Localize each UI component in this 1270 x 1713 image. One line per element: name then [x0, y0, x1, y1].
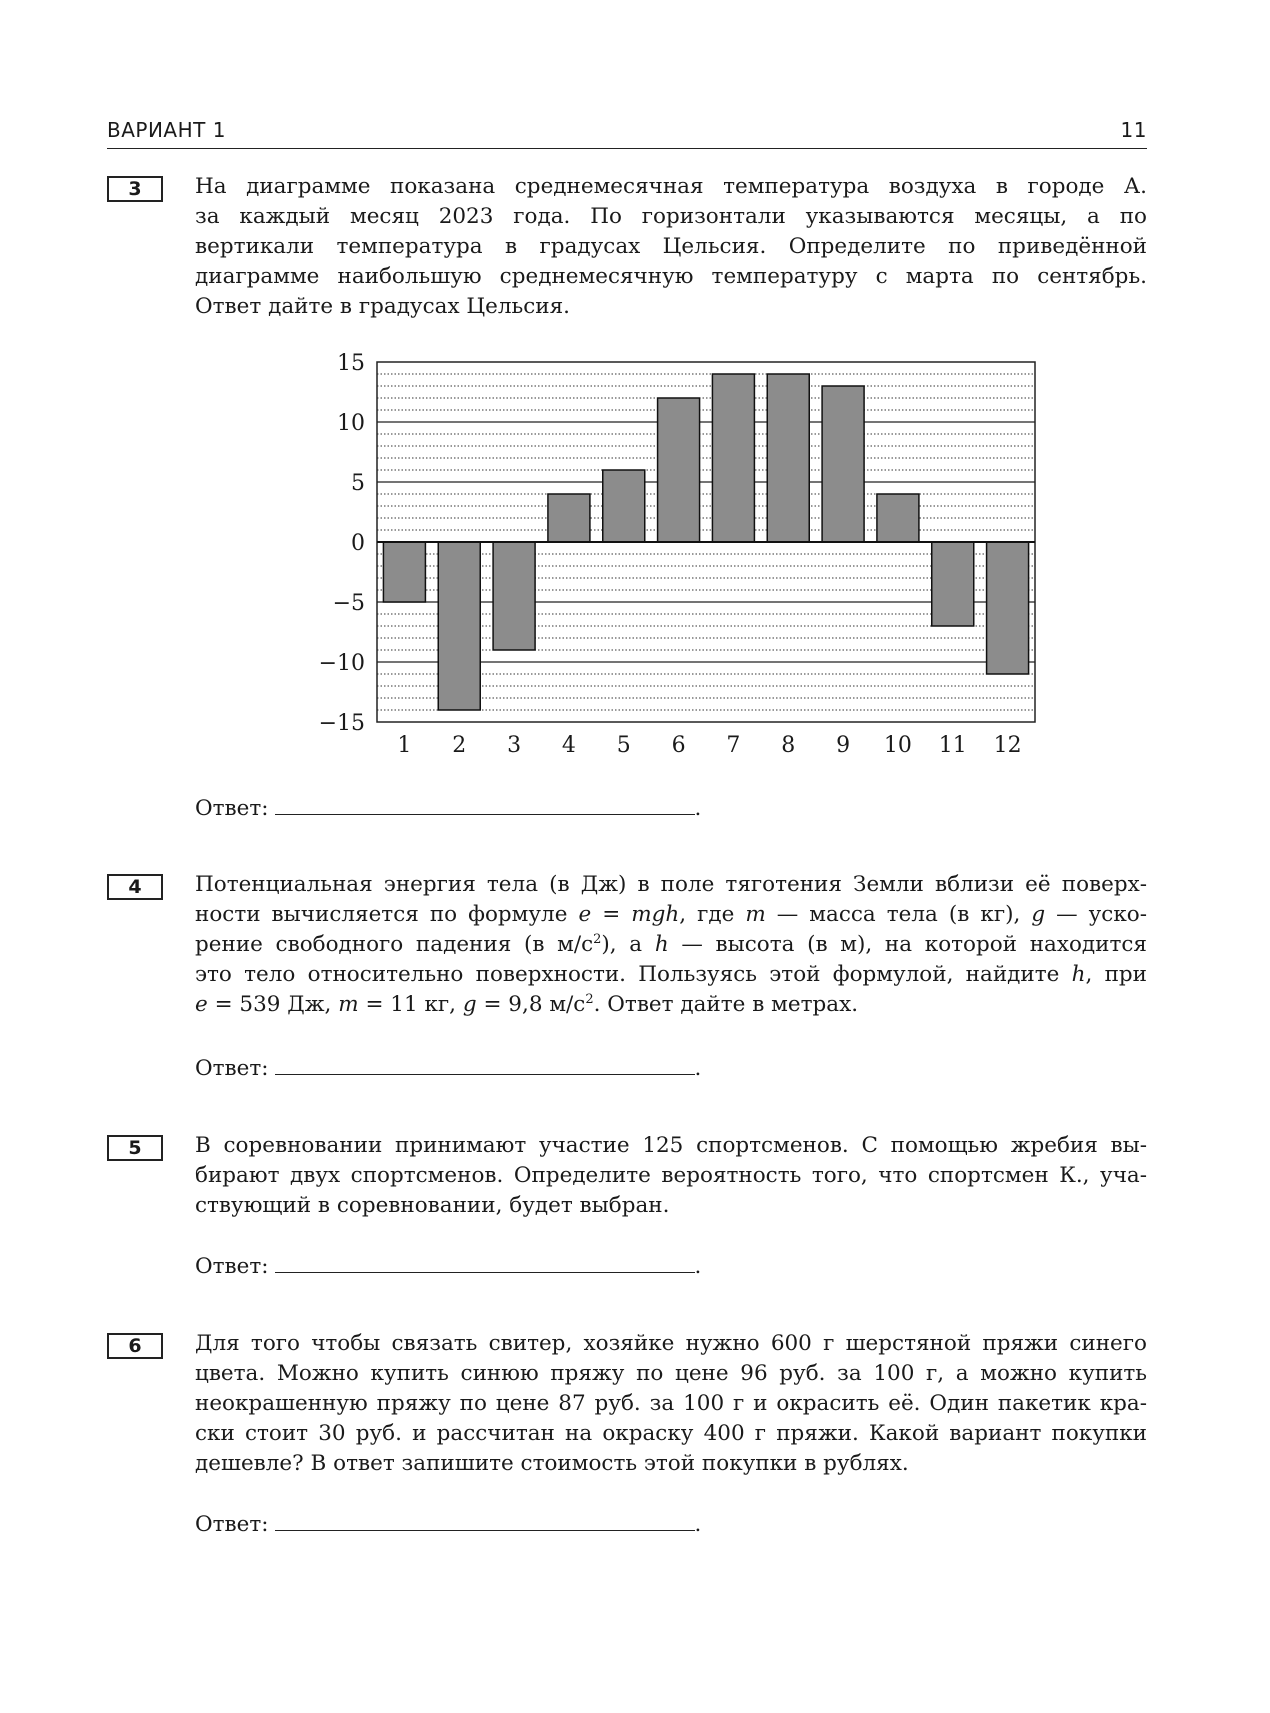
bar [383, 542, 425, 602]
task-5-text [195, 1131, 1147, 1221]
answer-blank[interactable] [275, 1250, 695, 1273]
answer-blank[interactable] [275, 792, 695, 815]
task-6-line: неокрашенную пряжу по цене 87 руб. за 100 г и окрасить её. Один пакетик кра- [195, 1391, 1147, 1416]
task-4-line: e = 539 Дж, m = 11 кг, g = 9,8 $м/с^2$. Ответ дайте в метрах. [195, 991, 859, 1017]
task-4-line: Потенциальная энергия тела (в Дж) в поле тяготения Земли вблизи её поверх- [195, 872, 1147, 897]
task-4-text [195, 870, 1147, 1020]
answer-label: Ответ: [195, 1056, 269, 1081]
x-tick-label: 8 [781, 733, 796, 758]
answer-period: . [694, 796, 702, 821]
x-tick-label: 10 [883, 733, 912, 758]
answer-label: Ответ: [195, 1512, 269, 1537]
bar [603, 470, 645, 542]
y-tick-label: −15 [318, 711, 365, 736]
task-3-line: Ответ дайте в градусах Цельсия. [195, 294, 571, 319]
task-6-line: дешевле? В ответ запишите стоимость этой покупки в рублях. [195, 1451, 909, 1476]
answer-blank[interactable] [275, 1052, 695, 1075]
answer-blank[interactable] [275, 1508, 695, 1531]
task-6-line: Для того чтобы связать свитер, хозяйке нужно 600 г шерстяной пряжи синего [195, 1331, 1147, 1356]
answer-period: . [694, 1254, 702, 1279]
x-tick-label: 2 [452, 733, 467, 758]
y-tick-label: −10 [318, 651, 365, 676]
task-5-line: ствующий в соревновании, будет выбран. [195, 1193, 670, 1218]
x-tick-label: 11 [938, 733, 967, 758]
task-6-line: цвета. Можно купить синюю пряжу по цене 96 руб. за 100 г, а можно купить [195, 1361, 1147, 1386]
bar [658, 398, 700, 542]
bar [712, 374, 754, 542]
x-tick-label: 6 [671, 733, 686, 758]
page-header [107, 118, 1147, 149]
task-4-line: ности вычисляется по формуле e = mgh, где m — масса тела (в кг), g — уско- [195, 902, 1147, 927]
task-number-3: 3 [107, 176, 163, 202]
page-number: 11 [1120, 118, 1147, 142]
bar [877, 494, 919, 542]
task-number-5: 5 [107, 1135, 163, 1161]
y-tick-label: −5 [332, 591, 365, 616]
y-tick-label: 0 [351, 531, 365, 556]
bar [438, 542, 480, 710]
variant-label: ВАРИАНТ 1 [107, 118, 226, 142]
x-tick-label: 5 [616, 733, 631, 758]
answer-label: Ответ: [195, 796, 269, 821]
x-tick-label: 12 [993, 733, 1022, 758]
x-tick-label: 3 [507, 733, 522, 758]
y-tick-label: 5 [351, 471, 365, 496]
answer-period: . [694, 1056, 702, 1081]
task-4-line: это тело относительно поверхности. Пользуясь этой формулой, найдите h, при [195, 962, 1148, 987]
x-tick-label: 4 [561, 733, 576, 758]
bar [767, 374, 809, 542]
x-tick-label: 9 [836, 733, 851, 758]
y-tick-label: 15 [337, 351, 365, 376]
task-6-line: ски стоит 30 руб. и рассчитан на окраску 400 г пряжи. Какой вариант покупки [195, 1421, 1147, 1446]
y-tick-label: 10 [337, 411, 365, 436]
task-6-text [195, 1329, 1147, 1479]
task-5-line: В соревновании принимают участие 125 спортсменов. С помощью жребия вы- [195, 1133, 1147, 1158]
task-6-answer [195, 1508, 701, 1540]
task-3-line: вертикали температура в градусах Цельсия. Определите по приведённой [195, 234, 1147, 259]
bar [548, 494, 590, 542]
x-tick-label: 1 [397, 733, 412, 758]
task-number-6: 6 [107, 1333, 163, 1359]
task-number-4: 4 [107, 874, 163, 900]
answer-period: . [694, 1512, 702, 1537]
task-3-line: На диаграмме показана среднемесячная температура воздуха в городе А. [195, 174, 1147, 199]
task-3-line: за каждый месяц 2023 года. По горизонтали указываются месяцы, а по [195, 204, 1147, 229]
task-4-line: рение свободного падения (в $м/с^2$), а h — высота (в м), на которой находится [195, 931, 1147, 957]
bar [987, 542, 1029, 674]
task-5-line: бирают двух спортсменов. Определите вероятность того, что спортсмен К., уча- [195, 1163, 1147, 1188]
x-tick-label: 7 [726, 733, 741, 758]
answer-label: Ответ: [195, 1254, 269, 1279]
task-4-answer [195, 1052, 701, 1084]
bar [493, 542, 535, 650]
bar [932, 542, 974, 626]
task-5-answer [195, 1250, 701, 1282]
task-3-text [195, 172, 1147, 322]
temperature-bar-chart [300, 345, 1040, 765]
bar [822, 386, 864, 542]
task-3-line: диаграмме наибольшую среднемесячную температуру с марта по сентябрь. [195, 264, 1147, 289]
task-3-answer [195, 792, 701, 824]
